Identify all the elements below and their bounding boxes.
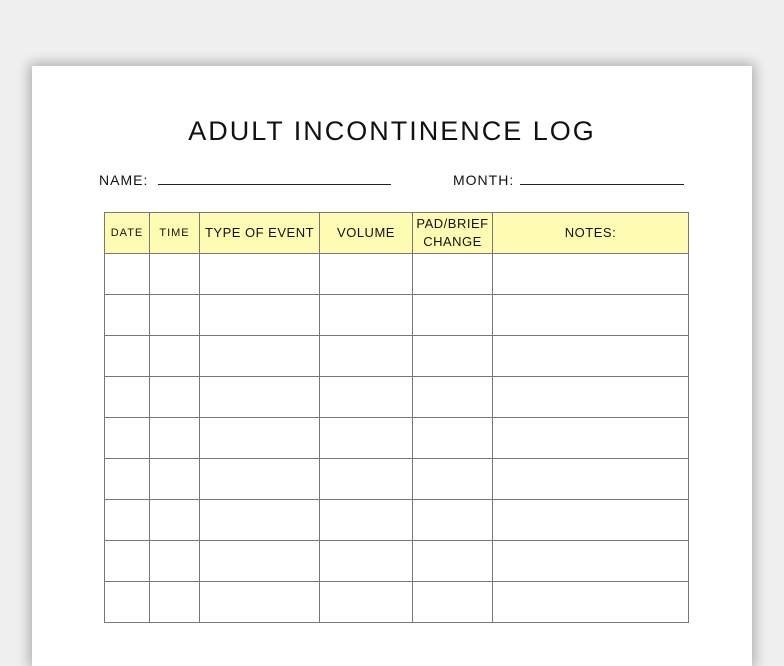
cell-time[interactable]: [150, 582, 200, 623]
table-header-row: [105, 213, 689, 254]
col-header-pad-brief-line2: CHANGE: [423, 234, 482, 249]
cell-date[interactable]: [105, 500, 150, 541]
cell-volume[interactable]: [320, 500, 413, 541]
month-field: [453, 170, 684, 188]
table-row: [105, 541, 689, 582]
cell-notes[interactable]: [493, 500, 689, 541]
cell-notes[interactable]: [493, 336, 689, 377]
table-row: [105, 336, 689, 377]
cell-pad-brief-change[interactable]: [413, 541, 493, 582]
name-field: [99, 170, 391, 188]
log-sheet: [32, 66, 752, 666]
cell-notes[interactable]: [493, 459, 689, 500]
cell-date[interactable]: [105, 336, 150, 377]
name-label: NAME:: [99, 172, 149, 188]
cell-notes[interactable]: [493, 254, 689, 295]
cell-time[interactable]: [150, 336, 200, 377]
cell-notes[interactable]: [493, 377, 689, 418]
cell-type-of-event[interactable]: [200, 254, 320, 295]
cell-pad-brief-change[interactable]: [413, 418, 493, 459]
col-header-pad-brief-line1: PAD/BRIEF: [416, 216, 489, 231]
cell-volume[interactable]: [320, 295, 413, 336]
col-header-pad-brief-change: [413, 213, 493, 254]
cell-volume[interactable]: [320, 541, 413, 582]
col-header-date: DATE: [105, 213, 150, 254]
cell-volume[interactable]: [320, 459, 413, 500]
cell-time[interactable]: [150, 500, 200, 541]
cell-notes[interactable]: [493, 295, 689, 336]
month-label: MONTH:: [453, 172, 515, 188]
cell-volume[interactable]: [320, 377, 413, 418]
cell-type-of-event[interactable]: [200, 377, 320, 418]
cell-type-of-event[interactable]: [200, 459, 320, 500]
col-header-notes: NOTES:: [493, 213, 689, 254]
table-row: [105, 582, 689, 623]
cell-time[interactable]: [150, 459, 200, 500]
table-row: [105, 418, 689, 459]
cell-notes[interactable]: [493, 582, 689, 623]
col-header-type-of-event: TYPE OF EVENT: [200, 213, 320, 254]
log-table-body: [105, 254, 689, 623]
cell-type-of-event[interactable]: [200, 295, 320, 336]
table-row: [105, 459, 689, 500]
cell-pad-brief-change[interactable]: [413, 336, 493, 377]
cell-time[interactable]: [150, 377, 200, 418]
cell-notes[interactable]: [493, 541, 689, 582]
cell-pad-brief-change[interactable]: [413, 295, 493, 336]
cell-date[interactable]: [105, 377, 150, 418]
cell-type-of-event[interactable]: [200, 336, 320, 377]
cell-volume[interactable]: [320, 336, 413, 377]
cell-volume[interactable]: [320, 418, 413, 459]
log-table: [104, 212, 689, 623]
cell-notes[interactable]: [493, 418, 689, 459]
cell-type-of-event[interactable]: [200, 418, 320, 459]
cell-volume[interactable]: [320, 254, 413, 295]
cell-pad-brief-change[interactable]: [413, 254, 493, 295]
cell-time[interactable]: [150, 295, 200, 336]
name-input-line[interactable]: [158, 170, 391, 185]
table-row: [105, 500, 689, 541]
cell-pad-brief-change[interactable]: [413, 500, 493, 541]
cell-type-of-event[interactable]: [200, 500, 320, 541]
cell-pad-brief-change[interactable]: [413, 377, 493, 418]
cell-time[interactable]: [150, 541, 200, 582]
cell-date[interactable]: [105, 459, 150, 500]
table-row: [105, 254, 689, 295]
cell-time[interactable]: [150, 418, 200, 459]
month-input-line[interactable]: [520, 170, 684, 185]
cell-time[interactable]: [150, 254, 200, 295]
table-row: [105, 295, 689, 336]
cell-pad-brief-change[interactable]: [413, 459, 493, 500]
cell-type-of-event[interactable]: [200, 582, 320, 623]
cell-date[interactable]: [105, 418, 150, 459]
cell-date[interactable]: [105, 582, 150, 623]
cell-volume[interactable]: [320, 582, 413, 623]
cell-date[interactable]: [105, 254, 150, 295]
page-title: ADULT INCONTINENCE LOG: [188, 116, 596, 146]
cell-pad-brief-change[interactable]: [413, 582, 493, 623]
cell-type-of-event[interactable]: [200, 541, 320, 582]
col-header-time: TIME: [150, 213, 200, 254]
cell-date[interactable]: [105, 295, 150, 336]
col-header-volume: VOLUME: [320, 213, 413, 254]
cell-date[interactable]: [105, 541, 150, 582]
table-row: [105, 377, 689, 418]
